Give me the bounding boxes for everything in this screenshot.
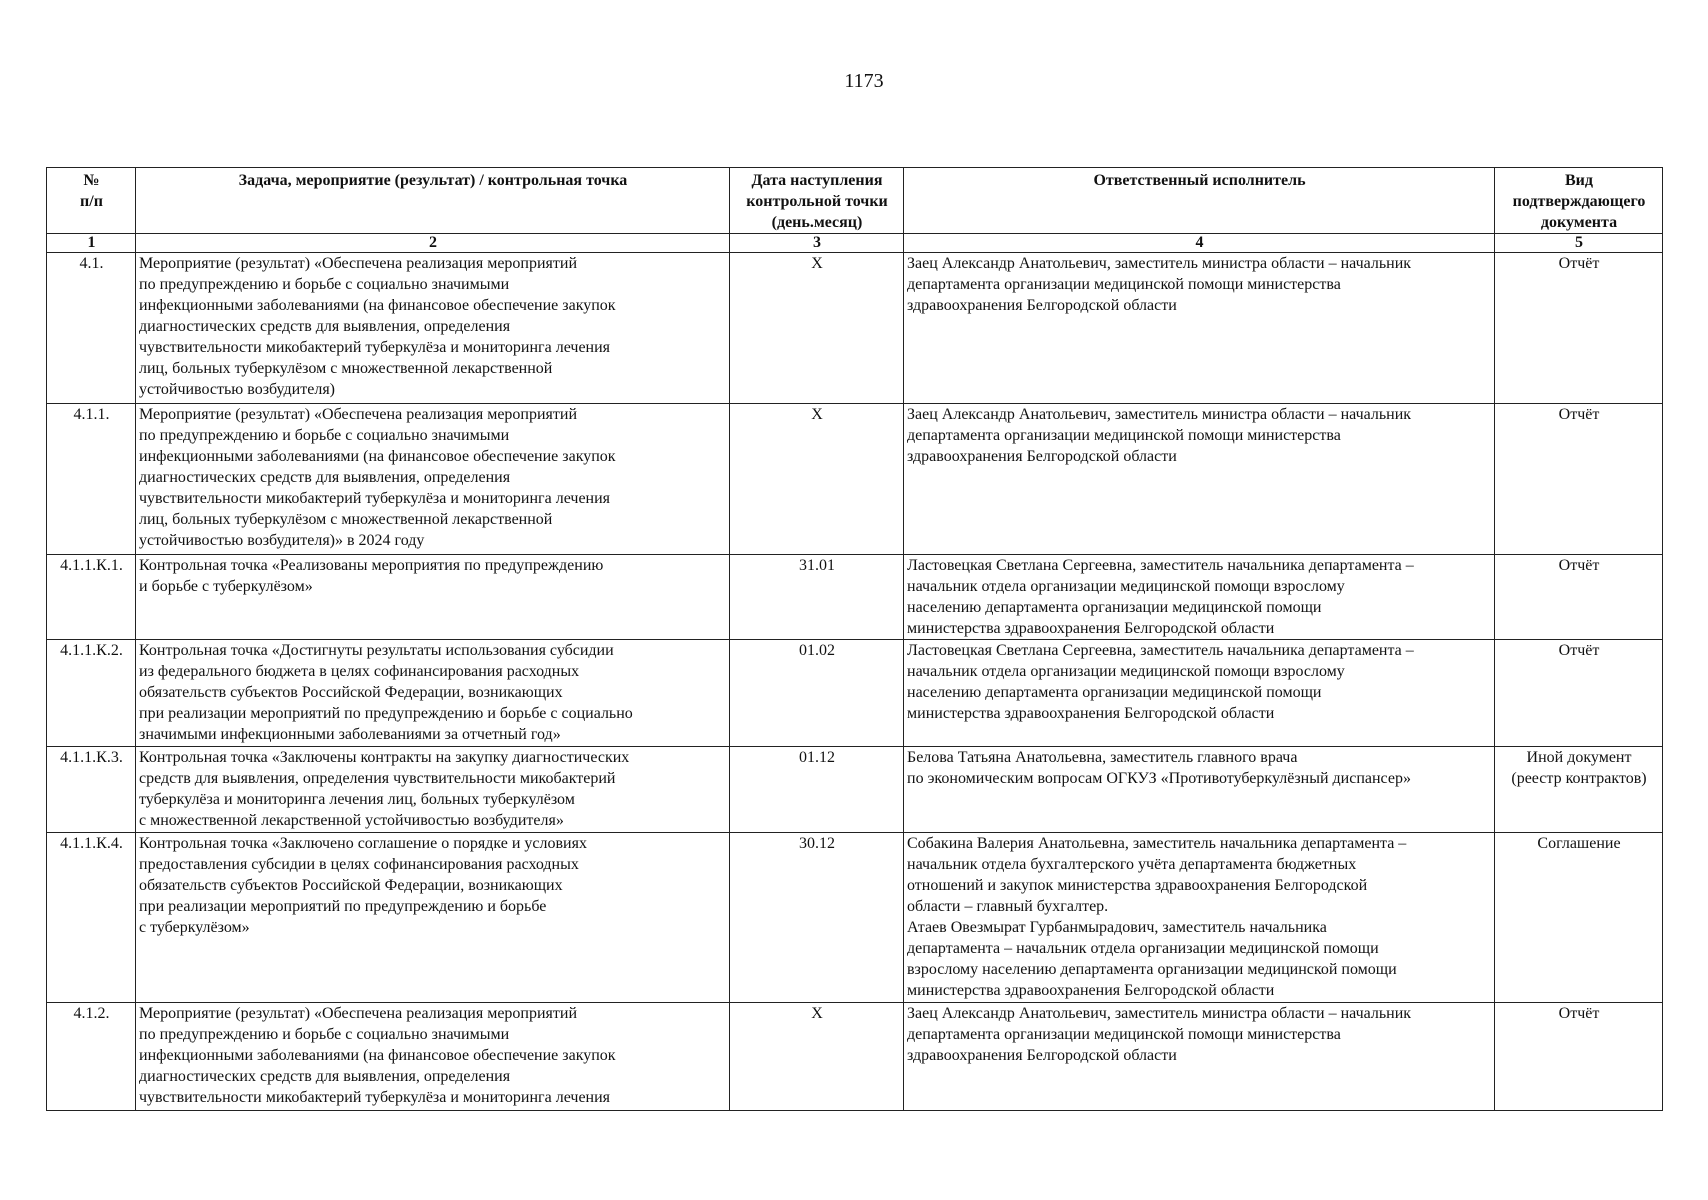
responsible-cell: Собакина Валерия Анатольевна, заместитель начальника департамента – начальник отдела бухгалтерского учёта департамента бюджетных отношений и закупок министерства здравоохранения Белгородской области – главный бухгалтер. Атаев Овезмырат Гурбанмырадович, заместитель начальника департамента – начальник отдела организации медицинской помощи взрослому населению департамента организации медицинской помощи министерства здравоохранения Белгородской области — [904, 833, 1495, 1003]
responsible-cell: Ластовецкая Светлана Сергеевна, заместитель начальника департамента – начальник отдела организации медицинской помощи взрослому населению департамента организации медицинской помощи министерства здравоохранения Белгородской области — [904, 640, 1495, 747]
table-header-row — [47, 168, 1663, 234]
table-row — [47, 1003, 1663, 1111]
task-cell: Контрольная точка «Заключено соглашение о порядке и условиях предоставления субсидии в целях софинансирования расходных обязательств субъектов Российской Федерации, возникающих при реализации мероприятий по предупреждению и борьбе с туберкулёзом» — [136, 833, 730, 1003]
document-type-cell: Соглашение — [1495, 833, 1663, 1003]
responsible-cell: Заец Александр Анатольевич, заместитель министра области – начальник департамента организации медицинской помощи министерства здравоохранения Белгородской области — [904, 404, 1495, 555]
column-number: 1 — [47, 234, 136, 253]
document-type-cell: Отчёт — [1495, 1003, 1663, 1111]
date-cell: X — [730, 1003, 904, 1111]
document-type-cell: Иной документ (реестр контрактов) — [1495, 747, 1663, 833]
document-table — [46, 167, 1663, 1111]
table-row — [47, 404, 1663, 555]
row-number: 4.1.2. — [47, 1003, 136, 1111]
header-date: Дата наступления контрольной точки (день.месяц) — [730, 168, 904, 234]
task-cell: Контрольная точка «Заключены контракты на закупку диагностических средств для выявления, определения чувствительности микобактерий туберкулёза и мониторинга лечения лиц, больных туберкулёзом с множественной лекарственной устойчивостью возбудителя» — [136, 747, 730, 833]
date-cell: 01.12 — [730, 747, 904, 833]
date-cell: 01.02 — [730, 640, 904, 747]
header-responsible: Ответственный исполнитель — [904, 168, 1495, 234]
document-type-cell: Отчёт — [1495, 253, 1663, 404]
responsible-cell: Ластовецкая Светлана Сергеевна, заместитель начальника департамента – начальник отдела организации медицинской помощи взрослому населению департамента организации медицинской помощи министерства здравоохранения Белгородской области — [904, 555, 1495, 640]
table-row — [47, 747, 1663, 833]
document-type-cell: Отчёт — [1495, 404, 1663, 555]
table-row — [47, 640, 1663, 747]
row-number: 4.1. — [47, 253, 136, 404]
column-number: 3 — [730, 234, 904, 253]
column-number: 2 — [136, 234, 730, 253]
task-cell: Мероприятие (результат) «Обеспечена реализация мероприятий по предупреждению и борьбе с социально значимыми инфекционными заболеваниями (на финансовое обеспечение закупок диагностических средств для выявления, определения чувствительности микобактерий туберкулёза и мониторинга лечения лиц, больных туберкулёзом с множественной лекарственной устойчивостью возбудителя)» в 2024 году — [136, 404, 730, 555]
responsible-cell: Белова Татьяна Анатольевна, заместитель главного врача по экономическим вопросам ОГКУЗ «Противотуберкулёзный диспансер» — [904, 747, 1495, 833]
page-number: 1173 — [844, 70, 884, 92]
task-cell: Контрольная точка «Достигнуты результаты использования субсидии из федерального бюджета в целях софинансирования расходных обязательств субъектов Российской Федерации, возникающих при реализации мероприятий по предупреждению и борьбе с социально значимыми инфекционными заболеваниями за отчетный год» — [136, 640, 730, 747]
responsible-cell: Заец Александр Анатольевич, заместитель министра области – начальник департамента организации медицинской помощи министерства здравоохранения Белгородской области — [904, 1003, 1495, 1111]
row-number: 4.1.1.К.4. — [47, 833, 136, 1003]
column-number-row — [47, 234, 1663, 253]
responsible-cell: Заец Александр Анатольевич, заместитель министра области – начальник департамента организации медицинской помощи министерства здравоохранения Белгородской области — [904, 253, 1495, 404]
row-number: 4.1.1.К.3. — [47, 747, 136, 833]
table-row — [47, 833, 1663, 1003]
column-number: 4 — [904, 234, 1495, 253]
date-cell: X — [730, 253, 904, 404]
date-cell: X — [730, 404, 904, 555]
date-cell: 30.12 — [730, 833, 904, 1003]
header-document-type: Вид подтверждающего документа — [1495, 168, 1663, 234]
document-type-cell: Отчёт — [1495, 555, 1663, 640]
table-row — [47, 555, 1663, 640]
task-cell: Мероприятие (результат) «Обеспечена реализация мероприятий по предупреждению и борьбе с социально значимыми инфекционными заболеваниями (на финансовое обеспечение закупок диагностических средств для выявления, определения чувствительности микобактерий туберкулёза и мониторинга лечения — [136, 1003, 730, 1111]
row-number: 4.1.1.К.2. — [47, 640, 136, 747]
row-number: 4.1.1. — [47, 404, 136, 555]
date-cell: 31.01 — [730, 555, 904, 640]
document-type-cell: Отчёт — [1495, 640, 1663, 747]
row-number: 4.1.1.К.1. — [47, 555, 136, 640]
header-task: Задача, мероприятие (результат) / контрольная точка — [136, 168, 730, 234]
column-number: 5 — [1495, 234, 1663, 253]
table-row — [47, 253, 1663, 404]
header-number: № п/п — [47, 168, 136, 234]
task-cell: Мероприятие (результат) «Обеспечена реализация мероприятий по предупреждению и борьбе с социально значимыми инфекционными заболеваниями (на финансовое обеспечение закупок диагностических средств для выявления, определения чувствительности микобактерий туберкулёза и мониторинга лечения лиц, больных туберкулёзом с множественной лекарственной устойчивостью возбудителя) — [136, 253, 730, 404]
task-cell: Контрольная точка «Реализованы мероприятия по предупреждению и борьбе с туберкулёзом» — [136, 555, 730, 640]
